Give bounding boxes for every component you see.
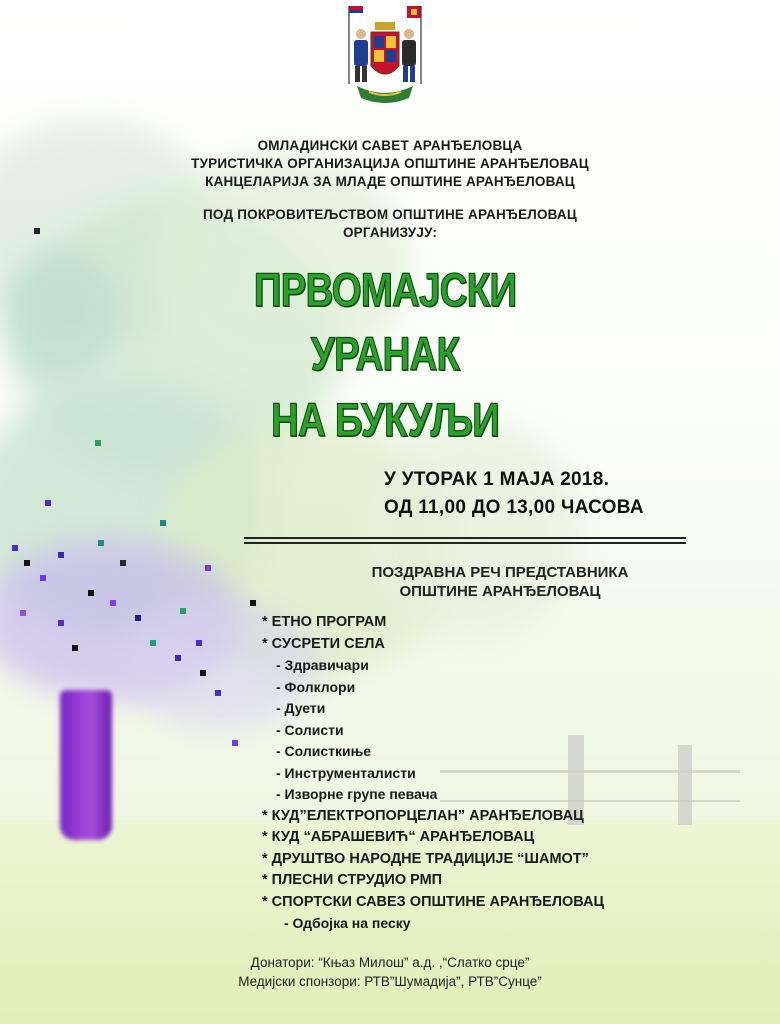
media-sponsors-line: Медијски спонзори: РТВ”Шумадија”, РТВ”Сунце” xyxy=(238,974,542,989)
program-item: * ЕТНО ПРОГРАМ xyxy=(262,614,387,630)
greeting-line: ОПШТИНЕ АРАНЂЕЛОВАЦ xyxy=(399,583,601,600)
program-item: * СПОРТСКИ САВЕЗ ОПШТИНЕ АРАНЂЕЛОВАЦ xyxy=(262,893,605,910)
event-title-line-3: НА БУКУЉИ xyxy=(270,393,500,446)
program-item: * КУД “АБРАШЕВИЋ“ АРАНЂЕЛОВАЦ xyxy=(262,829,535,845)
organizer: ТУРИСТИЧКА ОРГАНИЗАЦИЈА ОПШТИНЕ АРАНЂЕЛОВАЦ xyxy=(191,156,589,171)
program-subitem: - Солисткиње xyxy=(276,743,372,759)
event-time: ОД 11,00 ДО 13,00 ЧАСОВА xyxy=(384,497,644,518)
divider xyxy=(244,537,686,539)
program-list xyxy=(262,612,604,935)
tree-trunk xyxy=(60,690,112,840)
organizers-list xyxy=(180,137,600,191)
donors-line: Донатори: “Књаз Милош” а.д. ,“Слатко срце” xyxy=(250,955,530,970)
patronage-line: ПОД ПОКРОВИТЕЉСТВОМ ОПШТИНЕ АРАНЂЕЛОВАЦ xyxy=(203,207,577,222)
patronage-line: ОРГАНИЗУЈУ: xyxy=(342,225,438,240)
program-subitem: - Здравичари xyxy=(276,657,369,673)
divider xyxy=(244,542,686,544)
municipal-crest-icon xyxy=(339,4,431,112)
program-subitem: - Дуети xyxy=(276,700,326,716)
program-subitem: - Изворне групе певача xyxy=(276,786,438,802)
program-item: * КУД”ЕЛЕКТРОПОРЦЕЛАН” АРАНЂЕЛОВАЦ xyxy=(262,807,584,824)
program-item: * ДРУШТВО НАРОДНЕ ТРАДИЦИЈЕ “ШАМОТ” xyxy=(262,850,589,867)
program-item: * ПЛЕСНИ СТРУДИО РМП xyxy=(262,872,443,888)
program-subitem: - Инструменталисти xyxy=(276,764,416,781)
event-title-line-2: УРАНАК xyxy=(310,327,460,380)
event-title-line-1: ПРВОМАЈСКИ xyxy=(253,263,517,316)
program-item: * СУСРЕТИ СЕЛА xyxy=(262,635,385,652)
organizer: КАНЦЕЛАРИЈА ЗА МЛАДЕ ОПШТИНЕ АРАНЂЕЛОВАЦ xyxy=(205,174,575,189)
greeting-line: ПОЗДРАВНА РЕЧ ПРЕДСТАВНИКА xyxy=(371,564,629,581)
program-subitem: - Солисти xyxy=(276,721,344,738)
program-subitem: - Фолклори xyxy=(276,678,356,695)
program-subitem: - Одбојка на песку xyxy=(284,915,411,931)
organizer: ОМЛАДИНСКИ САВЕТ АРАНЂЕЛОВЦА xyxy=(257,138,523,153)
event-date: У УТОРАК 1 МАЈА 2018. xyxy=(384,469,610,490)
patronage xyxy=(180,206,600,242)
